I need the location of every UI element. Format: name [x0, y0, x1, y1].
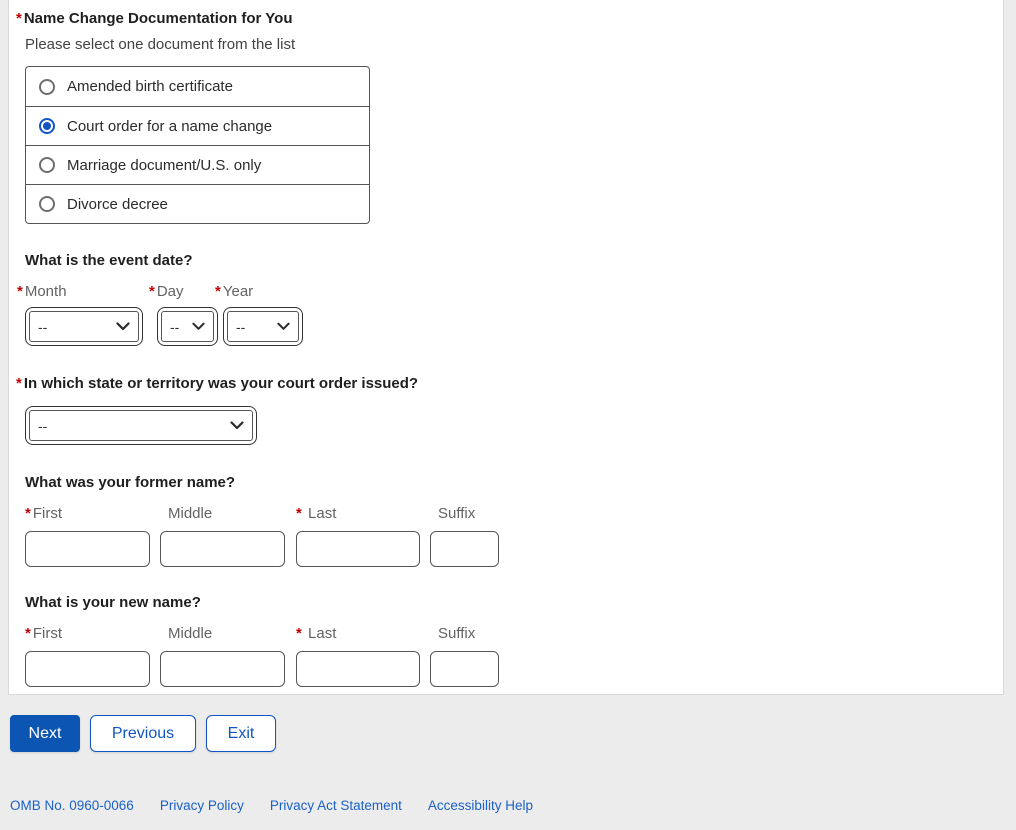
- day-select-value: --: [170, 318, 180, 335]
- chevron-down-icon: [230, 421, 244, 430]
- new-suffix-label: Suffix: [438, 625, 476, 642]
- former-suffix-label: Suffix: [438, 505, 476, 522]
- state-select-row: [25, 406, 1003, 445]
- footer: [10, 798, 1016, 813]
- new-first-input[interactable]: [25, 651, 150, 687]
- radio-option-amended-birth-certificate[interactable]: [26, 67, 369, 106]
- exit-button[interactable]: Exit: [206, 715, 276, 752]
- former-middle-label: Middle: [168, 505, 213, 522]
- state-select[interactable]: [25, 406, 257, 445]
- month-select[interactable]: [25, 307, 143, 346]
- footer-link-privacy-policy[interactable]: Privacy Policy: [159, 798, 244, 813]
- former-middle-input[interactable]: [160, 531, 285, 567]
- footer-link-accessibility[interactable]: Accessibility Help: [427, 798, 533, 813]
- nav-button-row: [10, 715, 1016, 752]
- state-heading: [16, 374, 1003, 394]
- chevron-down-icon: [116, 322, 130, 331]
- former-name-heading: What was your former name?: [25, 474, 236, 491]
- required-asterisk: *: [16, 10, 22, 27]
- new-last-input[interactable]: [296, 651, 420, 687]
- month-select-value: --: [38, 318, 48, 335]
- chevron-down-icon: [277, 322, 290, 331]
- day-select[interactable]: [157, 307, 218, 346]
- day-label: * Day: [149, 283, 184, 300]
- previous-button[interactable]: Previous: [90, 715, 196, 752]
- page-title: [16, 9, 1003, 29]
- document-select-hint: Please select one document from the list: [25, 36, 296, 53]
- event-date-heading: What is the event date?: [25, 252, 193, 269]
- state-heading-text: In which state or territory was your court order issued?: [23, 375, 419, 392]
- new-middle-label: Middle: [168, 625, 213, 642]
- radio-option-label: Court order for a name change: [67, 117, 273, 135]
- year-select-value: --: [236, 318, 246, 335]
- radio-option-marriage-document[interactable]: [26, 145, 369, 184]
- month-label: * Month: [17, 283, 67, 300]
- former-first-input[interactable]: [25, 531, 150, 567]
- form-card: [8, 0, 1004, 695]
- former-last-input[interactable]: [296, 531, 420, 567]
- former-name-fields: [25, 505, 1003, 567]
- new-last-label: * Last: [296, 625, 337, 642]
- radio-button-icon: [39, 118, 55, 134]
- page-title-text: Name Change Documentation for You: [23, 10, 293, 27]
- new-name-heading: What is your new name?: [25, 594, 201, 611]
- footer-link-privacy-act[interactable]: Privacy Act Statement: [269, 798, 402, 813]
- radio-option-label: Amended birth certificate: [67, 78, 233, 95]
- year-select[interactable]: [223, 307, 303, 346]
- former-first-label: * First: [25, 505, 63, 522]
- footer-link-omb[interactable]: OMB No. 0960-0066: [10, 798, 134, 813]
- year-label: * Year: [215, 283, 254, 300]
- next-button[interactable]: Next: [10, 715, 80, 752]
- chevron-down-icon: [192, 322, 205, 331]
- former-last-label: * Last: [296, 505, 337, 522]
- new-name-fields: [25, 625, 1003, 687]
- radio-button-icon: [39, 157, 55, 173]
- state-select-value: --: [38, 417, 48, 434]
- new-suffix-input[interactable]: [430, 651, 499, 687]
- radio-option-court-order[interactable]: [26, 106, 369, 145]
- radio-option-divorce-decree[interactable]: [26, 184, 369, 223]
- event-date-selects: [25, 307, 1003, 346]
- new-first-label: * First: [25, 625, 63, 642]
- required-asterisk: *: [16, 375, 22, 392]
- document-radio-group: [25, 66, 370, 224]
- event-date-labels: [17, 283, 1003, 300]
- radio-button-icon: [39, 196, 55, 212]
- former-suffix-input[interactable]: [430, 531, 499, 567]
- radio-option-label: Divorce decree: [67, 195, 168, 213]
- new-middle-input[interactable]: [160, 651, 285, 687]
- radio-button-icon: [39, 79, 55, 95]
- radio-option-label: Marriage document/U.S. only: [67, 156, 262, 174]
